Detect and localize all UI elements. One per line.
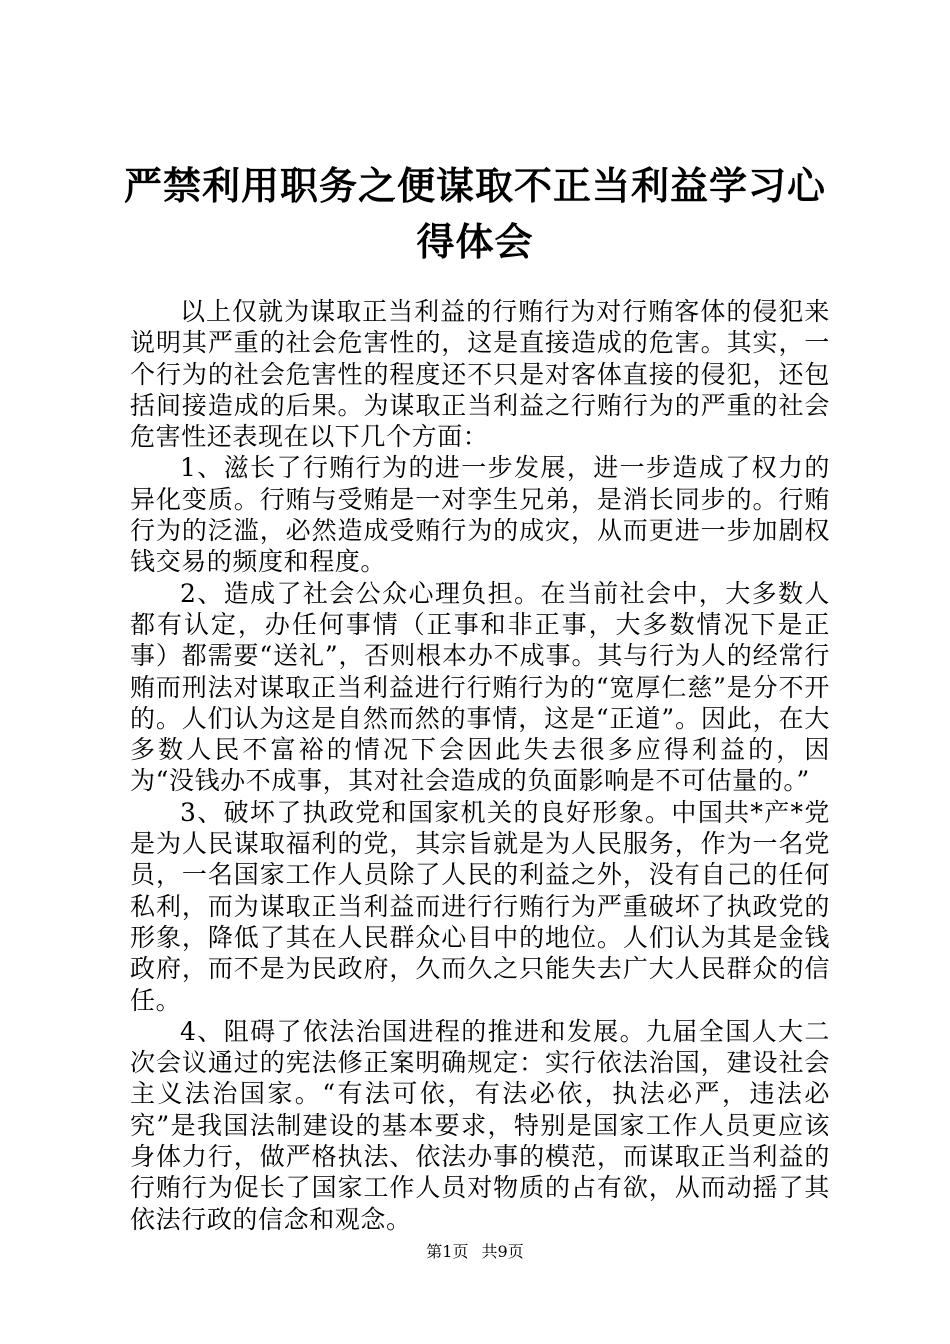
document-body (130, 296, 830, 1235)
document-title: 严禁利用职务之便谋取不正当利益学习心得体会 (123, 163, 826, 264)
page-number-current: 第1页 (426, 1242, 469, 1261)
paragraph-point-3: 3、破坏了执政党和国家机关的良好形象。中国共*产*党是为人民谋取福利的党，其宗旨就是为人民服务，作为一名党员，一名国家工作人员除了人民的利益之外，没有自己的任何私利，而为谋取正当利益而进行行贿行为严重破坏了执政党的形象，降低了其在人民群众心目中的地位。人们认为其是金钱政府，而不是为民政府，久而久之只能失去广大人民群众的信任。 (130, 797, 830, 1015)
paragraph-intro: 以上仅就为谋取正当利益的行贿行为对行贿客体的侵犯来说明其严重的社会危害性的，这是直接造成的危害。其实，一个行为的社会危害性的程度还不只是对客体直接的侵犯，还包括间接造成的后果。为谋取正当利益之行贿行为的严重的社会危害性还表现在以下几个方面： (130, 297, 830, 452)
paragraph-point-4: 4、阻碍了依法治国进程的推进和发展。九届全国人大二次会议通过的宪法修正案明确规定：实行依法治国，建设社会主义法治国家。“有法可依，有法必依，执法必严，违法必究”是我国法制建设的基本要求，特别是国家工作人员更应该身体力行，做严格执法、依法办事的模范，而谋取正当利益的行贿行为促长了国家工作人员对物质的占有欲，从而动摇了其依法行政的信念和观念。 (130, 1016, 830, 1234)
paragraph-point-2: 2、造成了社会公众心理负担。在当前社会中，大多数人都有认定，办任何事情（正事和非正事，大多数情况下是正事）都需要“送礼”，否则根本办不成事。其与行为人的经常行贿而刑法对谋取正当利益进行行贿行为的“宽厚仁慈”是分不开的。人们认为这是自然而然的事情，这是“正道”。因此，在大多数人民不富裕的情况下会因此失去很多应得利益的，因为“没钱办不成事，其对社会造成的负面影响是不可估量的。” (130, 578, 830, 796)
paragraph-point-1: 1、滋长了行贿行为的进一步发展，进一步造成了权力的异化变质。行贿与受贿是一对孪生兄弟，是消长同步的。行贿行为的泛滥，必然造成受贿行为的成灾，从而更进一步加剧权钱交易的频度和程度。 (130, 453, 830, 577)
page-footer (0, 1242, 950, 1262)
page-number-total: 共9页 (481, 1242, 524, 1261)
